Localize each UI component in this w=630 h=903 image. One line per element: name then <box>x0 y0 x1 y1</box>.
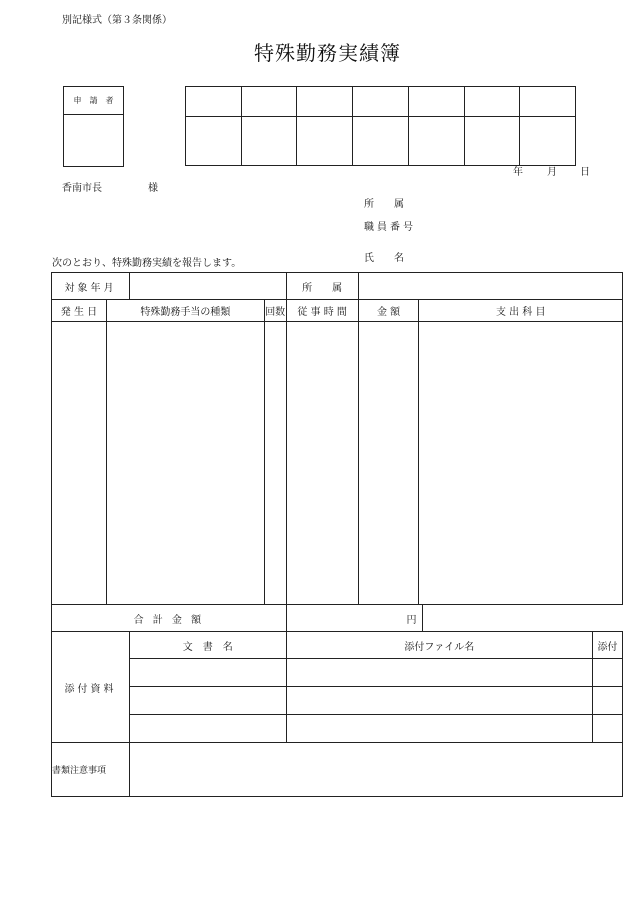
approval-cell[interactable] <box>464 87 520 117</box>
attach-cell[interactable] <box>592 715 622 743</box>
total-spacer <box>423 605 623 632</box>
attach-cell[interactable] <box>592 687 622 715</box>
form-label: 別記様式（第３条関係） <box>62 15 172 26</box>
name-label: 氏 名 <box>364 253 404 264</box>
affiliation-header: 所 属 <box>286 273 358 300</box>
amount-column-body[interactable] <box>358 322 419 605</box>
file-name-header: 添付ファイル名 <box>286 632 592 659</box>
attach-cell[interactable] <box>592 659 622 687</box>
approval-cell[interactable] <box>186 87 242 117</box>
date-month-label: 月 <box>547 167 557 178</box>
doc-name-cell[interactable] <box>129 715 286 743</box>
account-column-body[interactable] <box>419 322 623 605</box>
affiliation-input[interactable] <box>358 273 622 300</box>
approval-cell[interactable] <box>241 87 297 117</box>
target-month-input[interactable] <box>129 273 286 300</box>
count-column-header: 回数 <box>264 300 286 322</box>
hours-column-header: 従 事 時 間 <box>286 300 358 322</box>
approval-stamp-grid <box>185 86 576 166</box>
type-column-body[interactable] <box>106 322 264 605</box>
amount-column-header: 金 額 <box>358 300 419 322</box>
page-title: 特殊勤務実績簿 <box>254 41 401 65</box>
hours-column-body[interactable] <box>286 322 358 605</box>
honorific: 様 <box>148 183 158 194</box>
account-column-header: 支 出 科 目 <box>419 300 623 322</box>
affiliation-label: 所 属 <box>364 199 404 210</box>
notes-input[interactable] <box>129 743 622 797</box>
approval-cell[interactable] <box>297 87 353 117</box>
yen-label: 円 <box>406 614 417 626</box>
stamp-cell[interactable] <box>520 117 576 166</box>
applicant-label: 申 請 者 <box>64 87 123 115</box>
date-day-label: 日 <box>580 167 590 178</box>
staff-number-label: 職員番号 <box>364 222 416 233</box>
stamp-cell[interactable] <box>464 117 520 166</box>
total-amount[interactable] <box>286 605 423 632</box>
notes-label: 書類注意事項 <box>52 743 130 797</box>
applicant-stamp-box <box>63 86 124 167</box>
doc-name-cell[interactable] <box>129 687 286 715</box>
total-label: 合 計 金 額 <box>52 605 287 632</box>
target-month-label: 対象年月 <box>52 273 130 300</box>
file-name-cell[interactable] <box>286 659 592 687</box>
date-column-header: 発 生 日 <box>52 300 107 322</box>
stamp-cell[interactable] <box>186 117 242 166</box>
attachments-label: 添付資料 <box>52 632 130 743</box>
doc-name-header: 文 書 名 <box>129 632 286 659</box>
approval-cell[interactable] <box>408 87 464 117</box>
addressee: 香南市長 <box>62 183 102 194</box>
file-name-cell[interactable] <box>286 687 592 715</box>
stamp-cell[interactable] <box>241 117 297 166</box>
stamp-cell[interactable] <box>297 117 353 166</box>
approval-cell[interactable] <box>353 87 409 117</box>
type-column-header: 特殊勤務手当の種類 <box>106 300 264 322</box>
report-text: 次のとおり、特殊勤務実績を報告します。 <box>52 258 242 269</box>
count-column-body[interactable] <box>264 322 286 605</box>
record-table <box>51 272 623 797</box>
file-name-cell[interactable] <box>286 715 592 743</box>
approval-cell[interactable] <box>520 87 576 117</box>
date-year-label: 年 <box>513 167 523 178</box>
date-column-body[interactable] <box>52 322 107 605</box>
stamp-cell[interactable] <box>408 117 464 166</box>
attach-header: 添付 <box>592 632 622 659</box>
doc-name-cell[interactable] <box>129 659 286 687</box>
stamp-cell[interactable] <box>353 117 409 166</box>
